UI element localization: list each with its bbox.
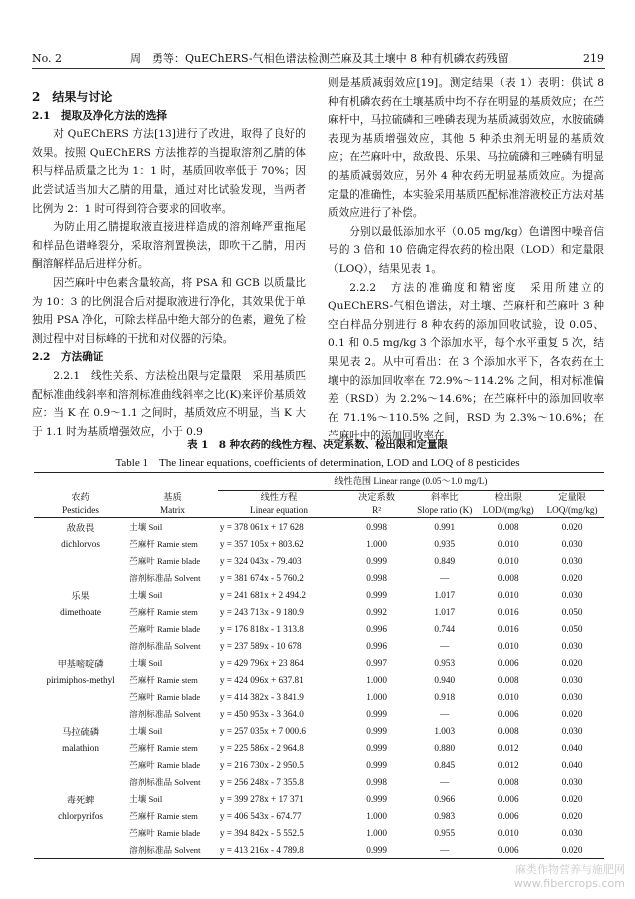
pesticide-name: pirimiphos-methyl [46, 674, 115, 685]
range-label: 线性范围 Linear range (0.05～1.0 mg/L) [218, 473, 604, 491]
header-lod: 检出限 LOD/(mg/kg) [482, 492, 534, 515]
pesticide-name [34, 620, 127, 637]
matrix-en: Ramie blade [154, 691, 201, 702]
slope-ratio: — [440, 572, 450, 583]
table-row [34, 586, 604, 603]
lod-value: 0.008 [497, 725, 519, 736]
r2-value: 1.000 [366, 538, 387, 549]
loq-value: 0.030 [561, 827, 583, 838]
loq-value: 0.020 [561, 793, 583, 804]
matrix-cn: 土壤 [129, 725, 147, 736]
table-row [34, 688, 604, 705]
lod-value: 0.012 [497, 759, 519, 770]
slope-ratio: — [440, 640, 450, 651]
matrix-en: Ramie stem [154, 742, 198, 753]
table-row [34, 790, 604, 807]
matrix-en: Ramie blade [154, 623, 201, 634]
slope-ratio: 0.940 [434, 674, 456, 685]
loq-value: 0.030 [561, 538, 583, 549]
watermark-line2: www.fibercrops.com [513, 877, 625, 890]
matrix-en: Solvent [172, 844, 201, 855]
lod-value: 0.008 [497, 521, 519, 532]
pesticide-name [34, 688, 127, 705]
linear-equation: y = 414 382x - 3 841.9 [219, 691, 304, 702]
r2-value: 0.999 [366, 589, 387, 600]
matrix-en: Soil [146, 657, 163, 668]
loq-value: 0.030 [561, 589, 583, 600]
matrix-en: Solvent [172, 708, 201, 719]
lod-value: 0.006 [497, 844, 519, 855]
matrix-cell [127, 807, 218, 824]
header-equation: 线性方程 Linear equation [250, 492, 308, 515]
page-header [0, 0, 635, 70]
r2-value: 0.999 [366, 844, 387, 855]
lod-value: 0.016 [497, 606, 519, 617]
pesticide-name: 乐果 [71, 590, 90, 601]
right-column [328, 74, 604, 446]
table-row [34, 671, 604, 688]
r2-value: 0.998 [366, 776, 387, 787]
matrix-cell [127, 603, 218, 620]
slope-ratio: 0.935 [434, 538, 456, 549]
lod-value: 0.010 [497, 827, 519, 838]
lod-value: 0.010 [497, 691, 519, 702]
r2-value: 0.998 [366, 521, 387, 532]
r2-value: 1.000 [366, 674, 387, 685]
pesticide-name [34, 773, 127, 790]
slope-ratio: 0.966 [434, 793, 456, 804]
r2-value: 0.999 [366, 708, 387, 719]
linear-equation: y = 225 586x - 2 964.8 [219, 742, 304, 753]
matrix-en: Solvent [172, 572, 201, 583]
matrix-en: Soil [146, 589, 163, 600]
table-row [34, 739, 604, 756]
r2-value: 1.000 [366, 691, 387, 702]
lod-value: 0.006 [497, 793, 519, 804]
loq-value: 0.040 [561, 742, 583, 753]
loq-value: 0.020 [561, 810, 583, 821]
matrix-en: Solvent [172, 776, 201, 787]
loq-value: 0.020 [561, 844, 583, 855]
matrix-en: Ramie stem [154, 606, 198, 617]
matrix-cn: 土壤 [129, 657, 147, 668]
matrix-cn: 苎麻叶 [129, 623, 155, 634]
slope-ratio: 0.953 [434, 657, 456, 668]
pesticide-name: dimethoate [60, 606, 101, 617]
matrix-en: Soil [146, 521, 163, 532]
slope-ratio: 0.880 [434, 742, 456, 753]
watermark [514, 863, 625, 891]
pesticide-name: 马拉硫磷 [62, 726, 99, 737]
results-table [34, 472, 604, 859]
pesticide-name: 毒死蜱 [66, 794, 95, 805]
lod-value: 0.006 [497, 657, 519, 668]
matrix-cell [127, 722, 218, 739]
slope-ratio: — [440, 776, 450, 787]
slope-ratio: 1.003 [434, 725, 456, 736]
matrix-cn: 土壤 [129, 589, 147, 600]
watermark-line1: 麻类作物营养与施肥网 [515, 863, 625, 876]
matrix-cn: 溶剂标准品 [129, 640, 173, 651]
matrix-en: Ramie stem [154, 674, 198, 685]
table-row [34, 807, 604, 824]
header-loq: 定量限 LOQ/(mg/kg) [546, 492, 598, 515]
r2-value: 1.000 [366, 827, 387, 838]
matrix-cn: 溶剂标准品 [129, 776, 173, 787]
matrix-cell [127, 552, 218, 569]
linear-equation: y = 406 543x - 674.77 [219, 810, 302, 821]
table-row [34, 773, 604, 790]
loq-value: 0.030 [561, 691, 583, 702]
matrix-cn: 溶剂标准品 [129, 572, 173, 583]
loq-value: 0.020 [561, 572, 583, 583]
matrix-en: Ramie stem [154, 810, 198, 821]
matrix-cell [127, 637, 218, 654]
r2-value: 0.998 [366, 572, 387, 583]
matrix-cn: 苎麻杆 [129, 742, 155, 753]
lod-value: 0.016 [497, 623, 519, 634]
slope-ratio: 0.983 [434, 810, 456, 821]
matrix-cell [127, 518, 218, 535]
matrix-cn: 苎麻杆 [129, 538, 155, 549]
section-heading: 2.1 提取及净化方法的选择 [32, 109, 167, 122]
header-matrix: 基质 Matrix [159, 491, 185, 515]
matrix-en: Ramie stem [154, 538, 198, 549]
body-paragraph: 分别以最低添加水平（0.05 mg/kg）色谱图中噪音信号的 3 倍和 10 倍确定得农药的检出限（LOD）和定量限（LOQ），结果见表 1。 [328, 225, 604, 275]
pesticide-name [34, 824, 127, 841]
lod-value: 0.006 [497, 708, 519, 719]
slope-ratio: 0.991 [434, 521, 456, 532]
table-row [34, 637, 604, 654]
slope-ratio: 0.849 [434, 555, 456, 566]
matrix-cell [127, 620, 218, 637]
slope-ratio: 1.017 [434, 589, 456, 600]
table-row [34, 824, 604, 841]
matrix-cn: 土壤 [129, 521, 147, 532]
section-heading: 2 结果与讨论 [32, 90, 113, 104]
linear-equation: y = 257 035x + 7 000.6 [219, 725, 307, 736]
matrix-cell [127, 773, 218, 790]
r2-value: 0.999 [366, 555, 387, 566]
r2-value: 0.999 [366, 793, 387, 804]
slope-ratio: 0.955 [434, 827, 456, 838]
r2-value: 0.999 [366, 759, 387, 770]
table-row [34, 654, 604, 671]
matrix-en: Ramie blade [154, 759, 201, 770]
pesticide-name [34, 569, 127, 586]
matrix-cn: 苎麻叶 [129, 555, 155, 566]
matrix-cn: 土壤 [129, 793, 147, 804]
body-paragraph: 对 QuEChERS 方法[13]进行了改进，取得了良好的效果。按照 QuEChERS 方法推荐的当提取溶剂乙腈的体积与样品质量之比为 1：1 时，基质回收率低于 70%；因此尝试适当加大乙腈的用量，通过对比试验发现，当两者比例为 2：1 时可得到符合要求的回收率。 [32, 128, 306, 215]
linear-equation: y = 357 105x + 803.62 [219, 538, 304, 549]
body-paragraph: 则是基质减弱效应[19]。测定结果（表 1）表明：供试 8 种有机磷农药在土壤基质中均不存在明显的基质效应；在苎麻杆中，马拉硫磷和三唑磷表现为基质减弱效应，水胺硫磷表现为基质增强效应，其他 5 种杀虫剂无明显的基质效应；在苎麻叶中，敌敌畏、乐果、马拉硫磷和三唑磷有明显的基质减弱效应，另外 4 种农药无明显基质效应。为提高定量的准确性，本实验采用基质匹配标准溶液校正方法对基质效应进行了补偿。 [328, 77, 604, 220]
table-caption-cn: 表 1 8 种农药的线性方程、决定系数、检出限和定量限 [187, 439, 448, 451]
matrix-cn: 苎麻杆 [129, 674, 155, 685]
loq-value: 0.030 [561, 674, 583, 685]
section-heading: 2.2 方法确证 [32, 351, 104, 364]
linear-equation: y = 256 248x - 7 355.8 [219, 776, 304, 787]
matrix-cell [127, 790, 218, 807]
r2-value: 0.999 [366, 725, 387, 736]
loq-value: 0.030 [561, 555, 583, 566]
linear-equation: y = 424 096x + 637.81 [219, 674, 304, 685]
pesticide-name [34, 756, 127, 773]
matrix-cell [127, 824, 218, 841]
loq-value: 0.050 [561, 623, 583, 634]
loq-value: 0.030 [561, 725, 583, 736]
linear-equation: y = 324 043x - 79.403 [219, 555, 302, 566]
matrix-cell [127, 705, 218, 722]
linear-equation: y = 429 796x + 23 864 [219, 657, 304, 668]
table-row [34, 756, 604, 773]
slope-ratio: — [440, 844, 450, 855]
matrix-cell [127, 756, 218, 773]
table-row [34, 535, 604, 552]
lod-value: 0.010 [497, 589, 519, 600]
slope-ratio: 0.918 [434, 691, 456, 702]
pesticide-name [34, 705, 127, 722]
matrix-cn: 苎麻叶 [129, 691, 155, 702]
table-row [34, 705, 604, 722]
body-paragraph: 因苎麻叶中色素含量较高，将 PSA 和 GCB 以质量比为 10：3 的比例混合后对提取液进行净化，其效果优于单独用 PSA 净化，可除去样品中绝大部分的色素，避免了检测过程中对目标峰的干扰和对仪器的污染。 [32, 276, 306, 345]
table-header-row [34, 491, 604, 518]
linear-equation: y = 399 278x + 17 371 [219, 793, 304, 804]
lod-value: 0.010 [497, 640, 519, 651]
matrix-cn: 苎麻叶 [129, 827, 155, 838]
matrix-cell [127, 569, 218, 586]
linear-equation: y = 381 674x - 5 760.2 [219, 572, 304, 583]
table-row [34, 518, 604, 535]
slope-ratio: 0.845 [434, 759, 456, 770]
page-number: 219 [583, 52, 604, 65]
matrix-cell [127, 671, 218, 688]
body-paragraph: 2.2.1 线性关系、方法检出限与定量限 采用基质匹配标准曲线斜率和溶剂标准曲线斜率之比(K)来评价基质效应：当 K 在 0.9～1.1 之间时，基质效应不明显，当 K 大于 1.1 时为基质增强效应，小于 0.9 [32, 369, 306, 438]
matrix-cn: 苎麻杆 [129, 606, 155, 617]
matrix-cn: 苎麻杆 [129, 810, 155, 821]
matrix-en: Solvent [172, 640, 201, 651]
matrix-cn: 苎麻叶 [129, 759, 155, 770]
pesticide-name [34, 637, 127, 654]
lod-value: 0.010 [497, 538, 519, 549]
header-pesticides: 农药 Pesticides [62, 491, 99, 515]
loq-value: 0.020 [561, 657, 583, 668]
matrix-cn: 溶剂标准品 [129, 844, 173, 855]
header-slope-ratio: 斜率比 Slope ratio (K) [417, 492, 473, 515]
loq-value: 0.020 [561, 521, 583, 532]
lod-value: 0.008 [497, 674, 519, 685]
body-paragraph: 2.2.2 方法的准确度和精密度 采用所建立的 QuEChERS-气相色谱法，对土壤、苎麻杆和苎麻叶 3 种空白样品分别进行 8 种农药的添加回收试验，设 0.05、0.1 和 0.5 mg/kg 3 个添加水平，每个水平重复 5 次，结果见表 2。从中可看出：在 3 个添加水平下，各农药在土壤中的添加回收率在 72.9%～114.2% 之间，相对标准偏差（RSD）为 2.2%～14.6%；在苎麻杆中的添加回收率在 71.1%～110.5% 之间，RSD 为 2.3%～10.6%；在苎麻叶中的添加回收率在 [328, 281, 604, 443]
r2-value: 0.996 [366, 623, 387, 634]
pesticide-name [34, 841, 127, 859]
loq-value: 0.050 [561, 606, 583, 617]
linear-equation: y = 243 713x - 9 180.9 [219, 606, 304, 617]
left-column [32, 88, 306, 441]
lod-value: 0.008 [497, 572, 519, 583]
loq-value: 0.030 [561, 640, 583, 651]
table-row [34, 603, 604, 620]
matrix-en: Ramie blade [154, 555, 201, 566]
table-row [34, 722, 604, 739]
linear-equation: y = 394 842x - 5 552.5 [219, 827, 304, 838]
header-rule [32, 68, 605, 69]
slope-ratio: 0.744 [434, 623, 456, 634]
matrix-cell [127, 586, 218, 603]
lod-value: 0.010 [497, 555, 519, 566]
matrix-cell [127, 688, 218, 705]
pesticide-name [34, 552, 127, 569]
pesticide-name: chlorpyrifos [58, 810, 103, 821]
table-header-range [34, 473, 604, 491]
pesticide-name: dichlorvos [61, 538, 100, 549]
r2-value: 0.996 [366, 640, 387, 651]
table-row [34, 569, 604, 586]
table-row [34, 620, 604, 637]
matrix-cn: 溶剂标准品 [129, 708, 173, 719]
body-paragraph: 为防止用乙腈提取液直接进样造成的溶剂峰严重拖尾和样品色谱峰裂分，采取溶剂置换法，即吹干乙腈，用丙酮溶解样品后进样分析。 [32, 221, 306, 271]
matrix-cell [127, 739, 218, 756]
matrix-en: Ramie blade [154, 827, 201, 838]
table-caption-en: Table 1 The linear equations, coefficients of determination, LOD and LOQ of 8 pesticides [115, 457, 520, 469]
pesticide-name: 敌敌畏 [66, 522, 95, 533]
table-row [34, 841, 604, 859]
issue-number: No. 2 [32, 52, 63, 65]
linear-equation: y = 216 730x - 2 950.5 [219, 759, 304, 770]
matrix-en: Soil [146, 793, 163, 804]
matrix-en: Soil [146, 725, 163, 736]
linear-equation: y = 237 589x - 10 678 [219, 640, 302, 651]
slope-ratio: 1.017 [434, 606, 456, 617]
matrix-cell [127, 841, 218, 859]
loq-value: 0.020 [561, 708, 583, 719]
lod-value: 0.012 [497, 742, 519, 753]
table-row [34, 552, 604, 569]
slope-ratio: — [440, 708, 450, 719]
pesticide-name: malathion [62, 742, 99, 753]
linear-equation: y = 378 061x + 17 628 [219, 521, 304, 532]
r2-value: 0.992 [366, 606, 387, 617]
r2-value: 0.999 [366, 742, 387, 753]
running-title: 周 勇等：QuEChERS-气相色谱法检测苎麻及其土壤中 8 种有机磷农药残留 [130, 52, 509, 65]
pesticide-name: 甲基嘧啶磷 [57, 658, 104, 669]
lod-value: 0.008 [497, 776, 519, 787]
header-r2: 决定系数 R² [358, 492, 395, 515]
loq-value: 0.040 [561, 759, 583, 770]
linear-equation: y = 450 953x - 3 364.0 [219, 708, 304, 719]
lod-value: 0.006 [497, 810, 519, 821]
loq-value: 0.030 [561, 776, 583, 787]
r2-value: 1.000 [366, 810, 387, 821]
matrix-cell [127, 535, 218, 552]
r2-value: 0.997 [366, 657, 387, 668]
matrix-cell [127, 654, 218, 671]
linear-equation: y = 176 818x - 1 313.8 [219, 623, 304, 634]
linear-equation: y = 241 681x + 2 494.2 [219, 589, 307, 600]
linear-equation: y = 413 216x - 4 789.8 [219, 844, 304, 855]
